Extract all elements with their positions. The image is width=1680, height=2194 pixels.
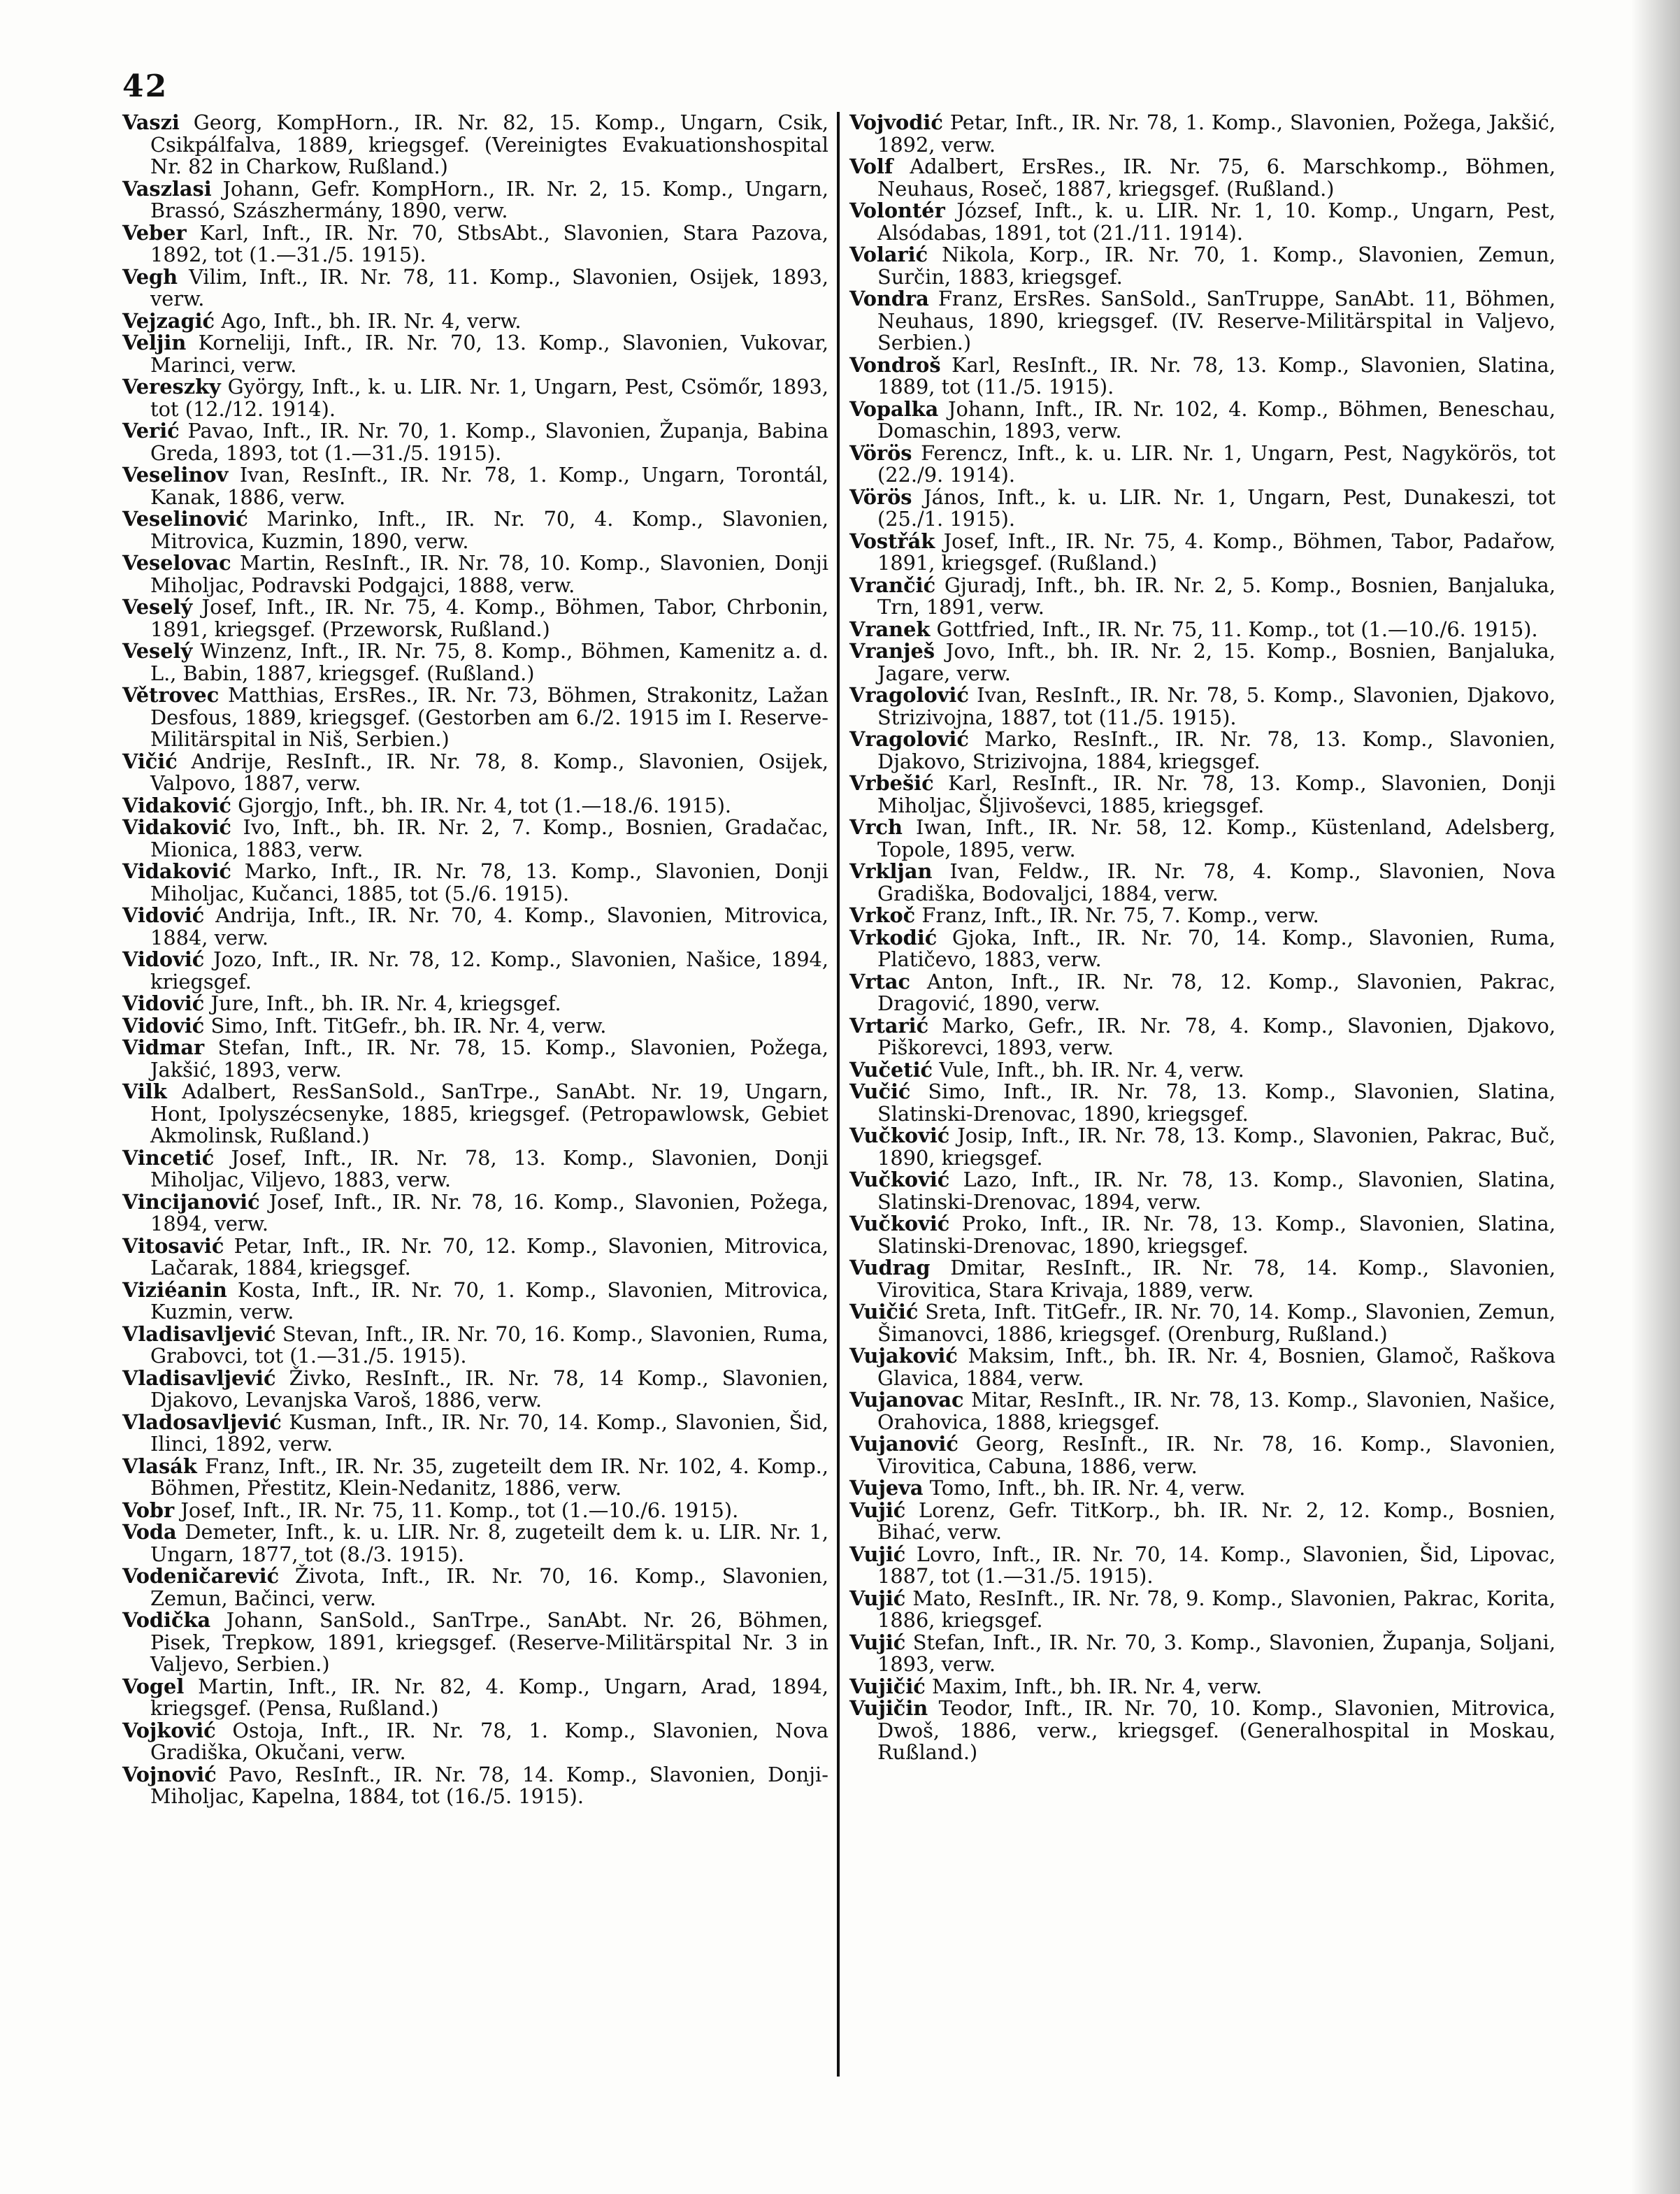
entry-surname: Vodeničarević [122,1564,280,1588]
list-item [122,1565,828,1609]
entry-details: Gjoka, Inft., IR. Nr. 70, 14. Komp., Slavonien, Ruma, Platičevo, 1883, verw. [877,925,1556,971]
entry-details: Josef, Inft., IR. Nr. 78, 13. Komp., Slavonien, Donji Miholjac, Viljevo, 1883, verw. [150,1145,828,1191]
entry-details: György, Inft., k. u. LIR. Nr. 1, Ungarn, Pest, Csömőr, 1893, tot (12./12. 1914). [150,375,829,421]
entry-surname: Vujić [849,1542,906,1566]
list-item [849,112,1556,156]
entry-details: Franz, Inft., IR. Nr. 75, 7. Komp., verw. [921,903,1319,927]
entry-details: Simo, Inft., IR. Nr. 78, 13. Komp., Slavonien, Slatina, Slatinski-Drenovac, 1890, kriegsgef. [877,1080,1556,1126]
entry-surname: Vujeva [849,1476,924,1500]
entry-surname: Vuičić [849,1300,919,1324]
entry-surname: Vrkljan [849,859,933,883]
list-item [849,1345,1556,1389]
entry-surname: Vragolović [849,727,969,751]
entry-details: Kusman, Inft., IR. Nr. 70, 14. Komp., Slavonien, Šid, Ilinci, 1892, verw. [150,1410,828,1456]
entry-surname: Vilk [122,1080,167,1103]
list-item [122,596,828,640]
entry-surname: Vondroš [849,352,941,377]
list-item [849,1213,1556,1257]
list-item [122,795,828,817]
left-column [122,112,828,1808]
entry-details: Ferencz, Inft., k. u. LIR. Nr. 1, Ungarn, Pest, Nagykörös, tot (22./9. 1914). [877,440,1556,487]
list-item [122,508,828,552]
entry-details: Ostoja, Inft., IR. Nr. 78, 1. Komp., Slavonien, Nova Gradiška, Okučani, verw. [150,1718,829,1764]
list-item [122,1147,828,1191]
entry-surname: Vegh [122,264,178,289]
column-divider [837,112,840,2077]
list-item [122,1015,828,1038]
entry-details: Sreta, Inft. TitGefr., IR. Nr. 70, 14. Komp., Slavonien, Zemun, Šimanovci, 1886, kriegsgef. (Orenburg, Rußland.) [877,1300,1556,1346]
entry-details: Ivan, Feldw., IR. Nr. 78, 4. Komp., Slavonien, Nova Gradiška, Bodovaljci, 1884, verw. [877,859,1556,905]
entry-details: Demeter, Inft., k. u. LIR. Nr. 8, zugeteilt dem k. u. LIR. Nr. 1, Ungarn, 1877, tot (8./3. 1915). [150,1520,828,1566]
list-item [122,949,828,993]
entry-surname: Vičić [122,749,178,773]
entry-surname: Vrch [849,815,903,839]
entry-details: Josef, Inft., IR. Nr. 78, 16. Komp., Slavonien, Požega, 1894, verw. [150,1189,828,1235]
entry-details: Martin, Inft., IR. Nr. 82, 4. Komp., Ungarn, Arad, 1894, kriegsgef. (Pensa, Rußland.) [150,1674,828,1720]
entry-details: Ivo, Inft., bh. IR. Nr. 2, 7. Komp., Bosnien, Gradačac, Mionica, 1883, verw. [150,815,829,861]
list-item [849,288,1556,354]
entry-details: József, Inft., k. u. LIR. Nr. 1, 10. Komp., Ungarn, Pest, Alsódabas, 1891, tot (21./11. 1914). [877,199,1556,245]
entry-details: Mato, ResInft., IR. Nr. 78, 9. Komp., Slavonien, Pakrac, Korita, 1886, kriegsgef. [877,1586,1556,1632]
entry-details: Jure, Inft., bh. IR. Nr. 4, kriegsgef. [210,991,561,1015]
entry-details: Anton, Inft., IR. Nr. 78, 12. Komp., Slavonien, Pakrac, Dragović, 1890, verw. [877,969,1556,1015]
entry-surname: Volontér [849,199,945,222]
entry-details: Mitar, ResInft., IR. Nr. 78, 13. Komp., Slavonien, Našice, Orahovica, 1888, kriegsgef. [877,1388,1556,1434]
entry-surname: Viziéanin [122,1277,227,1302]
list-item [122,1500,828,1522]
entry-details: Martin, ResInft., IR. Nr. 78, 10. Komp., Slavonien, Donji Miholjac, Podravski Podgajci, 1888, verw. [150,551,829,597]
entry-details: Marinko, Inft., IR. Nr. 70, 4. Komp., Slavonien, Mitrovica, Kuzmin, 1890, verw. [150,507,828,553]
entry-details: Proko, Inft., IR. Nr. 78, 13. Komp., Slavonien, Slatina, Slatinski-Drenovac, 1890, kriegsgef. [877,1212,1556,1258]
entry-surname: Vondra [849,287,929,310]
entry-details: Marko, ResInft., IR. Nr. 78, 13. Komp., Slavonien, Djakovo, Strizivojna, 1884, kriegsgef. [877,727,1556,773]
entry-surname: Vörös [849,440,912,465]
entry-surname: Vojnović [122,1762,217,1786]
list-item [122,1191,828,1235]
entry-details: Adalbert, ResSanSold., SanTrpe., SanAbt. Nr. 19, Ungarn, Hont, Ipolyszécsenyke, 1885, kriegsgef. (Petropawlowsk, Gebiet Akmolinsk, Rußland.) [150,1080,828,1147]
list-item [122,310,828,333]
entry-surname: Vujanović [849,1432,959,1456]
entry-details: Petar, Inft., IR. Nr. 70, 12. Komp., Slavonien, Mitrovica, Lačarak, 1884, kriegsgef. [150,1233,829,1279]
list-item [849,971,1556,1015]
entry-details: Andrija, Inft., IR. Nr. 70, 4. Komp., Slavonien, Mitrovica, 1884, verw. [150,903,828,949]
entry-surname: Vidaković [122,815,231,839]
page-edge-shadow [1631,0,1680,2194]
entry-surname: Vranješ [849,639,935,663]
list-item [122,464,828,508]
entry-surname: Vrbešić [849,771,934,795]
entry-surname: Vrkodić [849,925,938,949]
entry-surname: Vidović [122,991,205,1015]
entry-details: Ivan, ResInft., IR. Nr. 78, 1. Komp., Ungarn, Torontál, Kanak, 1886, verw. [150,463,828,509]
entry-details: Živko, ResInft., IR. Nr. 78, 14 Komp., Slavonien, Djakovo, Levanjska Varoš, 1886, verw. [150,1365,829,1412]
entry-surname: Větrovec [122,683,220,707]
entry-surname: Vodička [122,1608,211,1632]
list-item [122,640,828,684]
entry-surname: Vincijanović [122,1189,260,1214]
list-item [122,1676,828,1720]
entry-surname: Veselinović [122,507,248,531]
list-item [122,751,828,795]
list-item [849,244,1556,288]
entry-surname: Vejzagić [122,308,215,333]
entry-details: Života, Inft., IR. Nr. 70, 16. Komp., Slavonien, Zemun, Bačinci, verw. [150,1564,828,1610]
entry-details: Nikola, Korp., IR. Nr. 70, 1. Komp., Slavonien, Zemun, Surčin, 1883, kriegsgef. [877,243,1556,289]
list-item [122,1235,828,1279]
list-item [122,1279,828,1324]
entry-details: Ivan, ResInft., IR. Nr. 78, 5. Komp., Slavonien, Djakovo, Strizivojna, 1887, tot (11./5. 1915). [877,683,1556,729]
entry-surname: Veber [122,220,187,245]
list-item [849,729,1556,773]
entry-surname: Vujičin [849,1696,928,1720]
list-item [849,1433,1556,1477]
list-item [849,1125,1556,1169]
entry-details: Korneliji, Inft., IR. Nr. 70, 13. Komp., Slavonien, Vukovar, Marinci, verw. [150,331,829,377]
entry-surname: Vrtarić [849,1013,929,1038]
list-item [849,1301,1556,1345]
entry-surname: Vučković [849,1124,950,1147]
entry-details: Josef, Inft., IR. Nr. 75, 11. Komp., tot (1.—10./6. 1915). [180,1498,739,1522]
entry-surname: Veljin [122,331,187,354]
list-item [122,1456,828,1500]
entry-details: Kosta, Inft., IR. Nr. 70, 1. Komp., Slavonien, Mitrovica, Kuzmin, verw. [150,1277,828,1324]
entry-details: Stefan, Inft., IR. Nr. 78, 15. Komp., Slavonien, Požega, Jakšić, 1893, verw. [150,1035,829,1082]
entry-details: Vilim, Inft., IR. Nr. 78, 11. Komp., Slavonien, Osijek, 1893, verw. [150,264,828,310]
entry-surname: Vörös [849,485,912,509]
list-item [849,1500,1556,1544]
page-number: 42 [122,69,168,104]
entry-details: Josef, Inft., IR. Nr. 75, 4. Komp., Böhmen, Tabor, Chrbonin, 1891, kriegsgef. (Przeworsk, Rußland.) [150,595,828,641]
list-item [122,1412,828,1456]
entry-details: Stevan, Inft., IR. Nr. 70, 16. Komp., Slavonien, Ruma, Grabovci, tot (1.—31./5. 1915). [150,1321,828,1368]
entry-surname: Vereszky [122,375,221,399]
list-item [122,112,828,178]
entry-details: Matthias, ErsRes., IR. Nr. 73, Böhmen, Strakonitz, Lažan Desfous, 1889, kriegsgef. (Gestorben am 6./2. 1915 im I. Reserve-Militärspital in Niš, Serbien.) [150,683,829,751]
entry-details: Gjuradj, Inft., bh. IR. Nr. 2, 5. Komp., Bosnien, Banjaluka, Trn, 1891, verw. [877,573,1556,619]
entry-details: János, Inft., k. u. LIR. Nr. 1, Ungarn, Pest, Dunakeszi, tot (25./1. 1915). [877,485,1556,531]
entry-details: Maksim, Inft., bh. IR. Nr. 4, Bosnien, Glamoč, Raškova Glavica, 1884, verw. [877,1344,1556,1390]
list-item [849,861,1556,905]
list-item [122,861,828,905]
entry-details: Vule, Inft., bh. IR. Nr. 4, verw. [939,1057,1244,1082]
list-item [849,1477,1556,1500]
list-item [849,684,1556,729]
entry-details: Petar, Inft., IR. Nr. 78, 1. Komp., Slavonien, Požega, Jakšić, 1892, verw. [877,110,1556,157]
list-item [122,222,828,266]
list-item [122,905,828,949]
entry-details: Karl, ResInft., IR. Nr. 78, 13. Komp., Slavonien, Slatina, 1889, tot (11./5. 1915). [877,352,1556,399]
entry-surname: Vučić [849,1080,911,1103]
entry-details: Josef, Inft., IR. Nr. 75, 4. Komp., Böhmen, Tabor, Padařow, 1891, kriegsgef. (Rußland.) [877,529,1556,575]
entry-details: Dmitar, ResInft., IR. Nr. 78, 14. Komp., Slavonien, Virovitica, Stara Krivaja, 1889, verw. [877,1256,1556,1302]
list-item [849,1257,1556,1301]
entry-surname: Vincetić [122,1145,215,1170]
entry-surname: Vučković [849,1168,950,1191]
entry-details: Jovo, Inft., bh. IR. Nr. 2, 15. Komp., Bosnien, Banjaluka, Jagare, verw. [877,639,1556,685]
entry-details: Georg, KompHorn., IR. Nr. 82, 15. Komp., Ungarn, Csik, Csikpálfalva, 1889, kriegsgef. (Vereinigtes Evakuationshospital Nr. 82 in Charkow, Rußland.) [150,110,828,178]
list-item [122,332,828,376]
entry-surname: Vragolović [849,683,969,707]
list-item [849,619,1556,641]
entry-details: Pavao, Inft., IR. Nr. 70, 1. Komp., Slavonien, Županja, Babina Greda, 1893, tot (1.—31./5. 1915). [150,419,828,465]
entry-details: Marko, Inft., IR. Nr. 78, 13. Komp., Slavonien, Donji Miholjac, Kučanci, 1885, tot (5./6. 1915). [150,859,828,905]
entry-surname: Veselovac [122,551,231,575]
entry-surname: Vladosavljević [122,1410,282,1434]
list-item [849,1632,1556,1676]
list-item [122,1037,828,1081]
entry-surname: Volf [849,155,893,178]
entry-details: Iwan, Inft., IR. Nr. 58, 12. Komp., Küstenland, Adelsberg, Topole, 1895, verw. [877,815,1556,861]
entry-surname: Vujanovac [849,1388,964,1412]
list-item [849,1544,1556,1588]
right-column [849,112,1556,1764]
list-item [122,684,828,751]
list-item [122,1609,828,1676]
entry-details: Johann, Inft., IR. Nr. 102, 4. Komp., Böhmen, Beneschau, Domaschin, 1893, verw. [877,396,1556,443]
entry-surname: Vučetić [849,1057,933,1082]
entry-surname: Vidović [122,903,205,927]
entry-details: Gjorgjo, Inft., bh. IR. Nr. 4, tot (1.—18./6. 1915). [238,793,732,817]
entry-details: Winzenz, Inft., IR. Nr. 75, 8. Komp., Böhmen, Kamenitz a. d. L., Babin, 1887, kriegsgef. (Rußland.) [150,639,829,685]
list-item [122,817,828,861]
list-item [849,354,1556,399]
entry-surname: Vučković [849,1212,950,1235]
list-item [849,200,1556,244]
entry-details: Stefan, Inft., IR. Nr. 70, 3. Komp., Slavonien, Županja, Soljani, 1893, verw. [877,1630,1556,1676]
list-item [849,1081,1556,1125]
entry-details: Marko, Gefr., IR. Nr. 78, 4. Komp., Slavonien, Djakovo, Piškorevci, 1893, verw. [877,1013,1556,1059]
entry-details: Jozo, Inft., IR. Nr. 78, 12. Komp., Slavonien, Našice, 1894, kriegsgef. [150,947,828,994]
entry-surname: Vladisavljević [122,1321,276,1346]
entry-surname: Veselý [122,639,193,663]
entry-details: Adalbert, ErsRes., IR. Nr. 75, 6. Marschkomp., Böhmen, Neuhaus, Roseč, 1887, kriegsgef. (Rußland.) [877,155,1556,201]
list-item [849,640,1556,684]
entry-details: Lorenz, Gefr. TitKorp., bh. IR. Nr. 2, 12. Komp., Bosnien, Bihać, verw. [877,1498,1556,1544]
list-item [122,266,828,310]
entry-surname: Vaszlasi [122,176,212,201]
entry-surname: Voda [122,1520,177,1544]
entry-surname: Vujić [849,1630,906,1654]
list-item [849,1389,1556,1433]
list-item [849,1059,1556,1082]
entry-surname: Vujičić [849,1674,926,1698]
list-item [122,1321,828,1368]
list-item [122,1521,828,1565]
entry-surname: Vranek [849,617,931,641]
entry-surname: Vojković [122,1718,216,1742]
list-item [849,440,1556,487]
list-item [122,1720,828,1764]
entry-surname: Volarić [849,243,928,266]
entry-surname: Vrančić [849,573,936,597]
list-item [849,1676,1556,1698]
list-item [849,817,1556,861]
entry-details: Karl, Inft., IR. Nr. 70, StbsAbt., Slavonien, Stara Pazova, 1892, tot (1.—31./5. 1915). [150,220,829,266]
entry-surname: Vidaković [122,793,231,817]
entry-details: Tomo, Inft., bh. IR. Nr. 4, verw. [929,1476,1246,1500]
entry-details: Simo, Inft. TitGefr., bh. IR. Nr. 4, verw. [210,1013,607,1038]
entry-details: Pavo, ResInft., IR. Nr. 78, 14. Komp., Slavonien, Donji-Miholjac, Kapelna, 1884, tot (16./5. 1915). [150,1762,828,1808]
entry-details: Lovro, Inft., IR. Nr. 70, 14. Komp., Slavonien, Šid, Lipovac, 1887, tot (1.—31./5. 1915). [877,1542,1556,1588]
list-item [122,376,828,420]
list-item [122,993,828,1015]
list-item [849,927,1556,971]
entry-surname: Veselinov [122,463,229,487]
list-item [122,552,828,596]
entry-surname: Vidaković [122,859,231,883]
list-item [122,420,828,464]
list-item [849,1698,1556,1764]
entry-surname: Vitosavić [122,1233,224,1258]
list-item [849,396,1556,443]
entry-surname: Veselý [122,595,193,619]
entry-surname: Vidović [122,947,205,971]
entry-surname: Vujić [849,1498,906,1522]
entry-details: Johann, Gefr. KompHorn., IR. Nr. 2, 15. Komp., Ungarn, Brassó, Szászhermány, 1890, verw. [150,176,828,222]
list-item [849,1588,1556,1632]
entry-surname: Vladisavljević [122,1365,276,1390]
entry-surname: Vrtac [849,969,911,994]
entry-surname: Vostřák [849,529,935,553]
list-item [849,773,1556,817]
list-item [849,487,1556,531]
entry-details: Lazo, Inft., IR. Nr. 78, 13. Komp., Slavonien, Slatina, Slatinski-Drenovac, 1894, verw. [877,1168,1556,1214]
list-item [849,905,1556,927]
entry-details: Andrije, ResInft., IR. Nr. 78, 8. Komp., Slavonien, Osijek, Valpovo, 1887, verw. [150,749,828,795]
entry-surname: Vogel [122,1674,185,1698]
entry-details: Gottfried, Inft., IR. Nr. 75, 11. Komp., tot (1.—10./6. 1915). [936,617,1538,641]
entry-details: Teodor, Inft., IR. Nr. 70, 10. Komp., Slavonien, Mitrovica, Dwoš, 1886, verw., kriegsgef. (Generalhospital in Moskau, Rußland.) [877,1696,1556,1764]
entry-surname: Vujaković [849,1344,958,1368]
list-item [122,1081,828,1147]
entry-surname: Vlasák [122,1454,197,1478]
entry-surname: Vobr [122,1498,175,1522]
entry-details: Maxim, Inft., bh. IR. Nr. 4, verw. [931,1674,1263,1698]
entry-surname: Vudrag [849,1256,931,1279]
entry-surname: Vopalka [849,396,939,421]
list-item [122,178,828,222]
entry-surname: Vrkoč [849,903,916,927]
entry-surname: Vojvodić [849,110,943,134]
list-item [122,1365,829,1412]
entry-details: Georg, ResInft., IR. Nr. 78, 16. Komp., Slavonien, Virovitica, Cabuna, 1886, verw. [877,1432,1556,1478]
entry-surname: Vidmar [122,1035,205,1059]
entry-details: Ago, Inft., bh. IR. Nr. 4, verw. [221,308,522,333]
list-item [849,531,1556,575]
entry-details: Franz, ErsRes. SanSold., SanTruppe, SanAbt. 11, Böhmen, Neuhaus, 1890, kriegsgef. (IV. Reserve-Militärspital in Valjevo, Serbien.) [877,287,1556,354]
list-item [849,156,1556,200]
list-item [849,575,1556,619]
list-item [849,1015,1556,1059]
entry-details: Johann, SanSold., SanTrpe., SanAbt. Nr. 26, Böhmen, Pisek, Trepkow, 1891, kriegsgef. (Reserve-Militärspital Nr. 3 in Valjevo, Serbien.) [150,1608,828,1676]
entry-surname: Vaszi [122,110,180,134]
entry-surname: Vidović [122,1013,205,1038]
entry-details: Josip, Inft., IR. Nr. 78, 13. Komp., Slavonien, Pakrac, Buč, 1890, kriegsgef. [877,1124,1556,1170]
entry-surname: Verić [122,419,180,443]
entry-surname: Vujić [849,1586,906,1610]
entry-details: Franz, Inft., IR. Nr. 35, zugeteilt dem IR. Nr. 102, 4. Komp., Böhmen, Přestitz, Klein-Nedanitz, 1886, verw. [150,1454,828,1500]
list-item [849,1169,1556,1213]
list-item [122,1764,828,1808]
entry-details: Karl, ResInft., IR. Nr. 78, 13. Komp., Slavonien, Donji Miholjac, Šljivoševci, 1885, kriegsgef. [877,771,1556,817]
